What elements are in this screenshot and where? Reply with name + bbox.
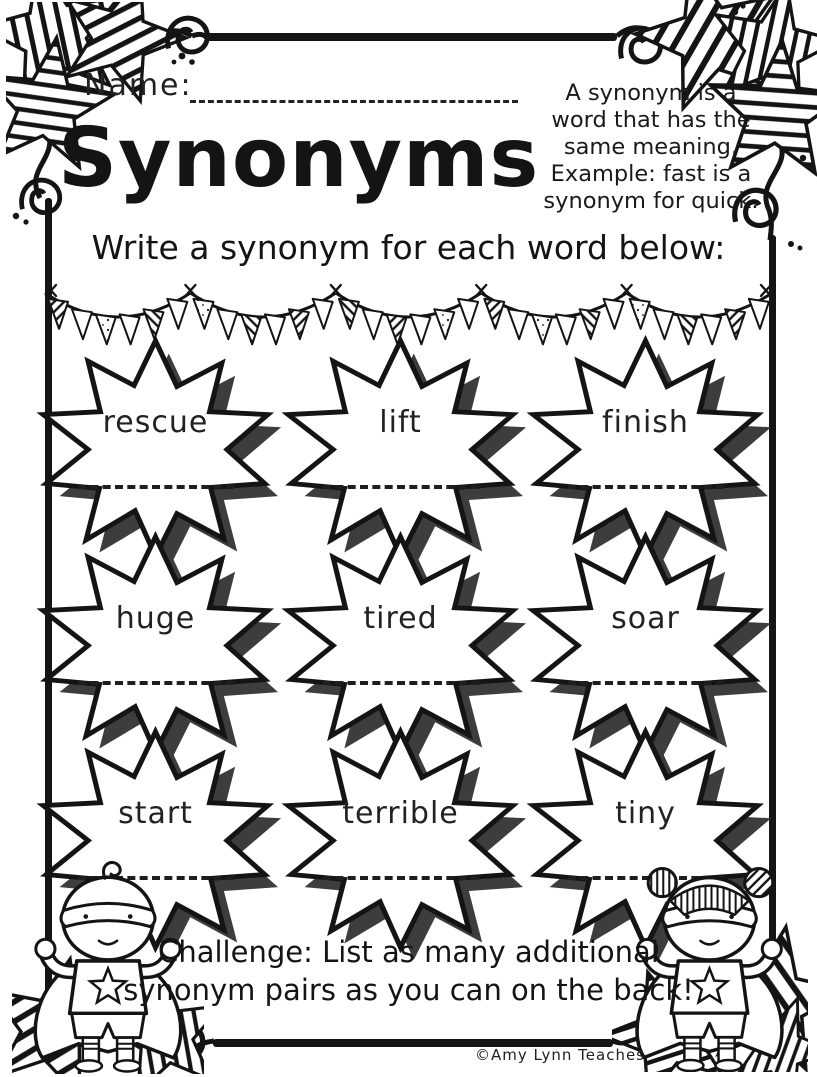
answer-blank[interactable] — [323, 864, 479, 880]
answer-blank[interactable] — [78, 669, 234, 685]
name-label: Name: — [84, 68, 193, 103]
target-word: start — [118, 796, 193, 831]
target-word: tired — [363, 601, 438, 636]
target-word: soar — [611, 601, 680, 636]
answer-blank[interactable] — [323, 473, 479, 489]
definition-line: synonym for quick. — [543, 188, 759, 214]
starburst-icon — [278, 726, 523, 959]
challenge-line: synonym pairs as you can on the back! — [123, 973, 694, 1007]
target-word: huge — [115, 601, 196, 636]
synonym-star-card — [278, 726, 523, 959]
page-title: Synonyms — [58, 111, 540, 206]
target-word: terrible — [342, 796, 459, 831]
frame-top-border — [205, 33, 617, 41]
definition-line: word that has the — [551, 107, 751, 133]
target-word: rescue — [102, 405, 209, 440]
definition-line: Example: fast is a — [550, 161, 752, 187]
challenge-text — [60, 933, 757, 1009]
definition-line: A synonym is a — [565, 80, 737, 106]
copyright-text: ©Amy Lynn Teaches — [475, 1046, 645, 1064]
definition-line: same meaning. — [563, 134, 739, 160]
answer-blank[interactable] — [78, 473, 234, 489]
target-word: tiny — [615, 796, 676, 831]
target-word: finish — [602, 405, 689, 440]
challenge-line: Challenge: List as many additional — [158, 935, 659, 969]
name-input-line[interactable] — [190, 64, 518, 103]
answer-blank[interactable] — [568, 473, 724, 489]
answer-blank[interactable] — [323, 669, 479, 685]
instructions-text: Write a synonym for each word below: — [91, 228, 726, 267]
synonym-definition — [515, 80, 787, 215]
answer-blank[interactable] — [568, 669, 724, 685]
target-word: lift — [379, 405, 422, 440]
